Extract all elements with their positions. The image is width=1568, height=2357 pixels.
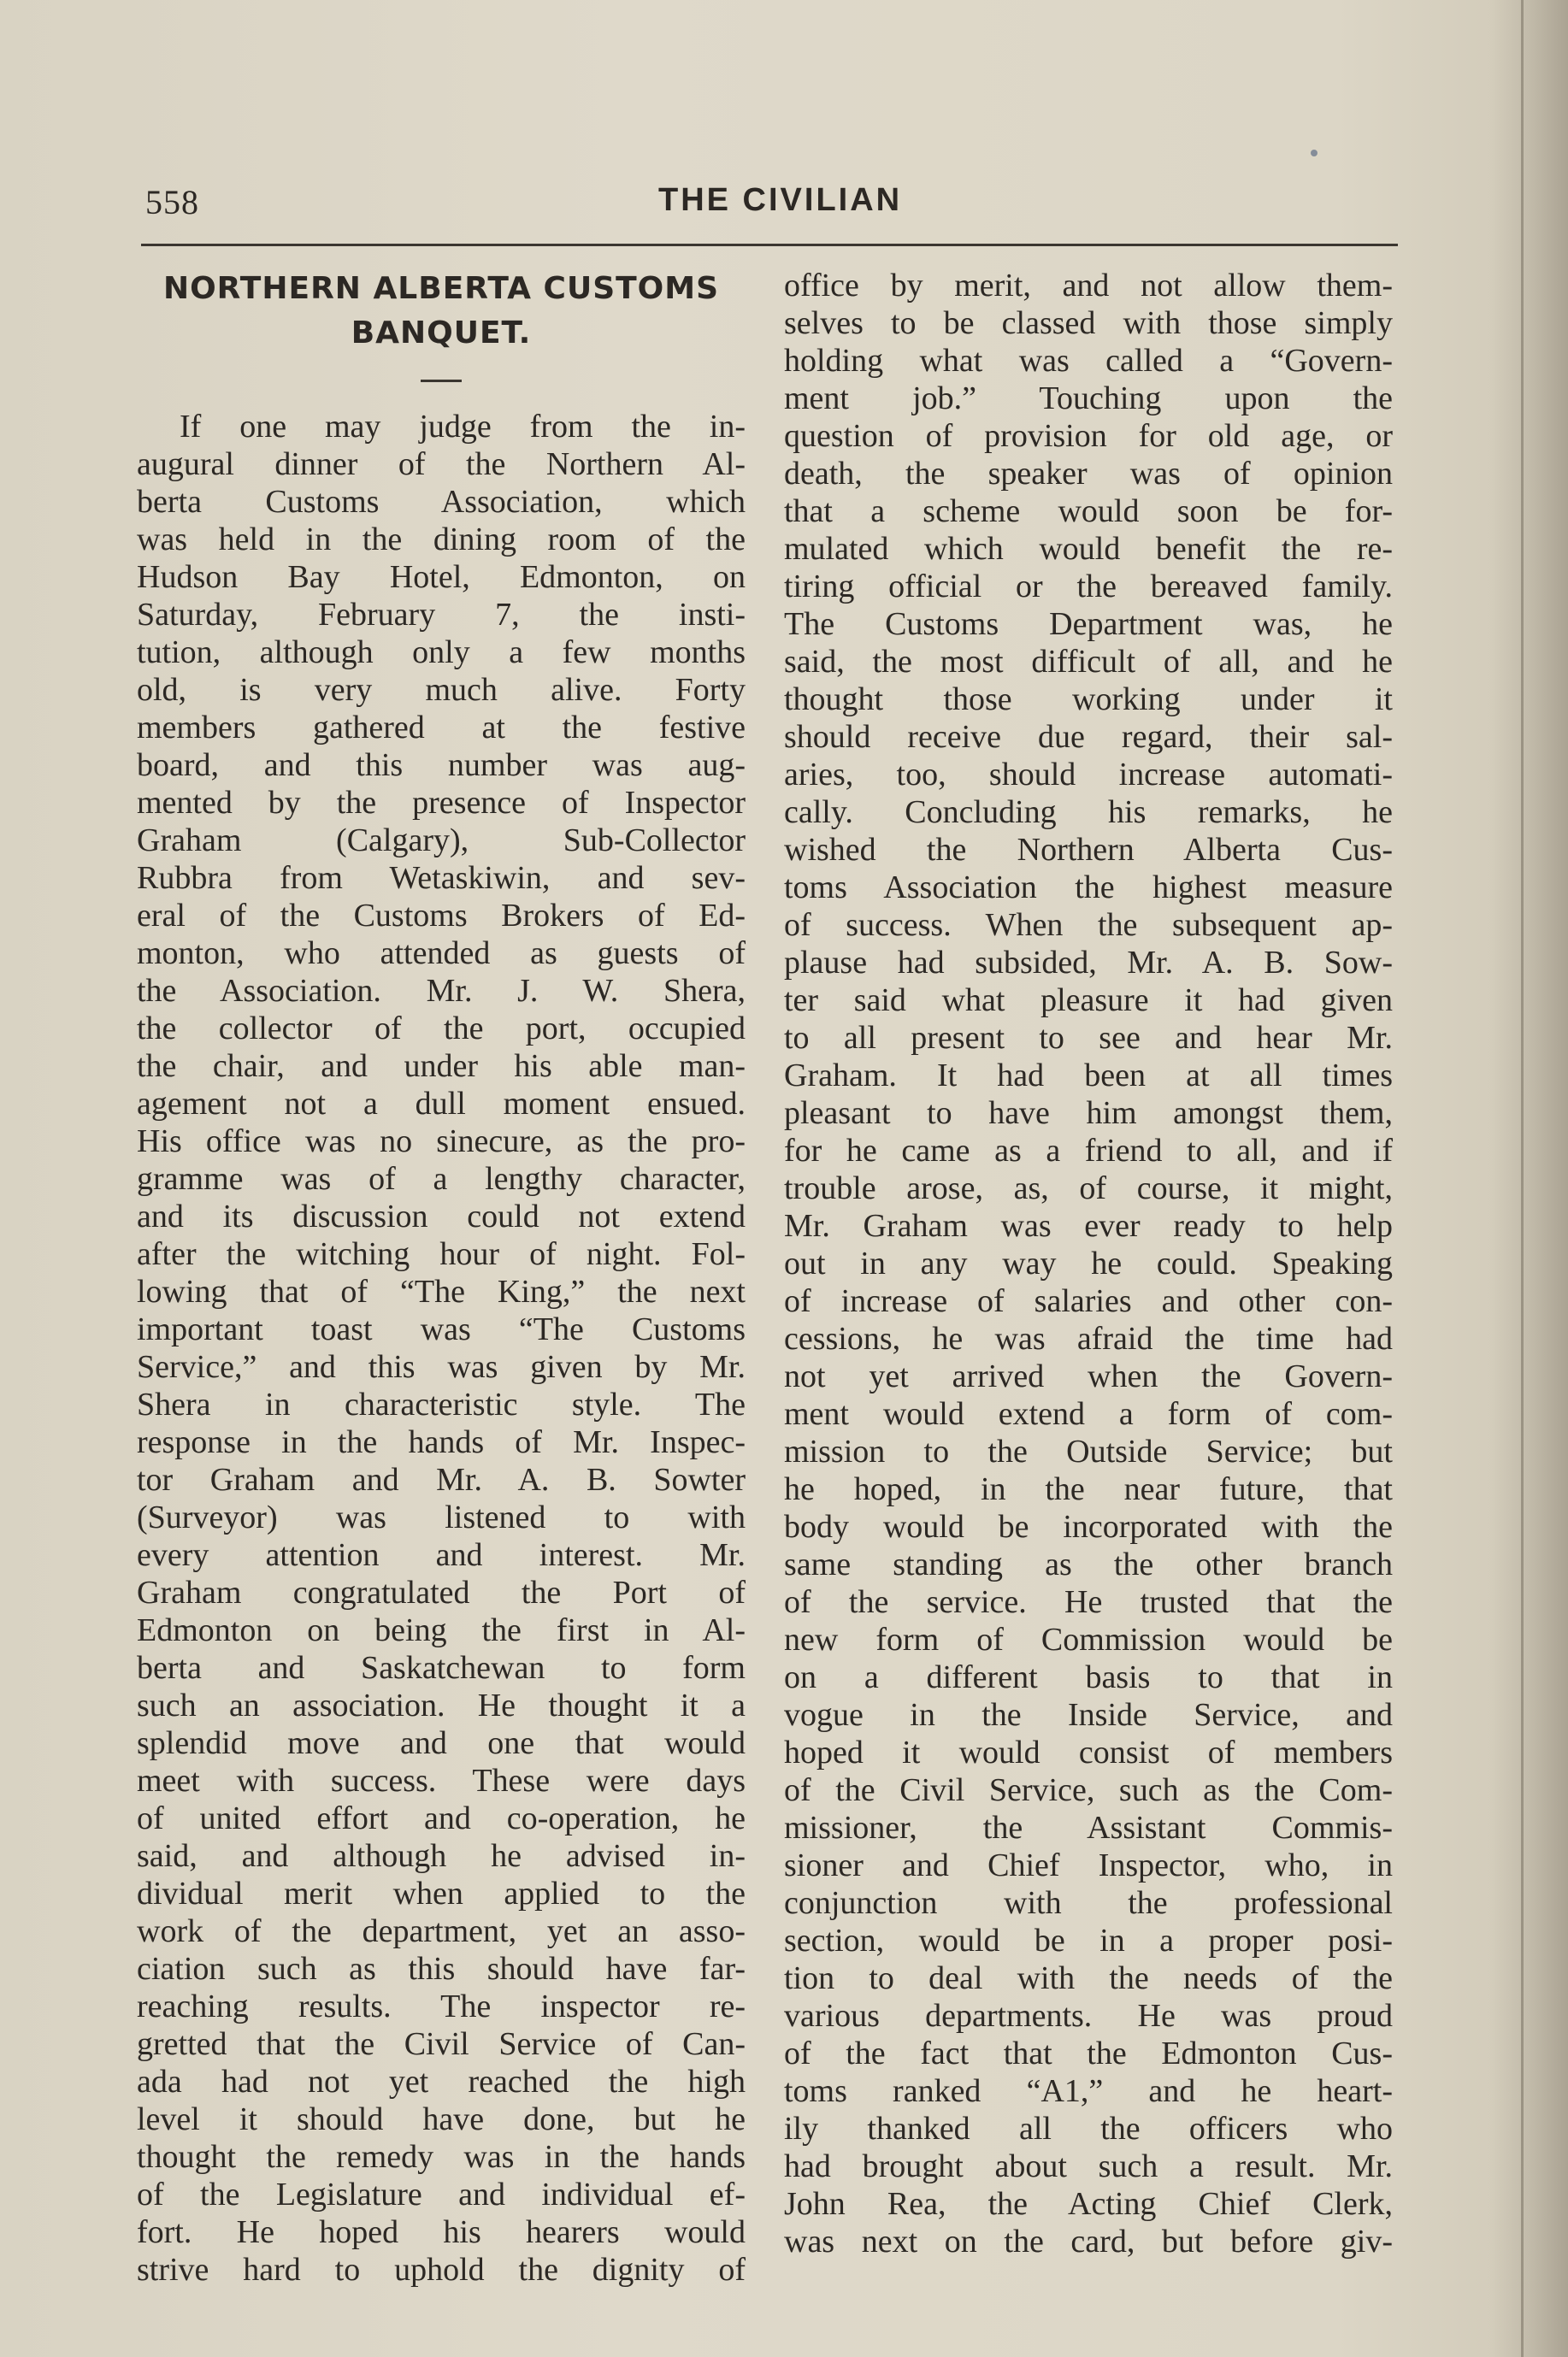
- text-line: toms ranked “A1,” and he heart-: [784, 2073, 1393, 2109]
- text-line: pleasant to have him amongst them,: [784, 1095, 1393, 1131]
- text-line: office by merit, and not allow them-: [784, 268, 1393, 303]
- headline-line: NORTHERN ALBERTA CUSTOMS: [162, 271, 720, 306]
- text-line: ment job.” Touching upon the: [784, 380, 1393, 416]
- right-column-text: [784, 267, 1393, 2260]
- binding-shadow: [1491, 0, 1568, 2357]
- journal-title: THE CIVILIAN: [658, 182, 903, 218]
- text-line: ment would extend a form of com-: [784, 1396, 1393, 1432]
- text-line: such an association. He thought it a: [137, 1688, 746, 1724]
- text-line: after the witching hour of night. Fol-: [137, 1236, 746, 1272]
- text-line: sioner and Chief Inspector, who, in: [784, 1847, 1393, 1883]
- text-line: tution, although only a few months: [137, 634, 746, 670]
- text-line: ciation such as this should have far-: [137, 1951, 746, 1987]
- text-line: conjunction with the professional: [784, 1885, 1393, 1921]
- text-line: holding what was called a “Govern-: [784, 343, 1393, 379]
- left-column-text: [137, 408, 746, 2289]
- text-line: every attention and interest. Mr.: [137, 1537, 746, 1573]
- text-line: the chair, and under his able man-: [137, 1048, 746, 1084]
- text-line: he hoped, in the near future, that: [784, 1471, 1393, 1507]
- right-column: [784, 267, 1393, 2260]
- text-line: Graham (Calgary), Sub-Collector: [137, 822, 746, 858]
- text-line: that a scheme would soon be for-: [784, 493, 1393, 529]
- text-line: plause had subsided, Mr. A. B. Sow-: [784, 945, 1393, 981]
- text-line: was held in the dining room of the: [137, 521, 746, 557]
- text-line: cally. Concluding his remarks, he: [784, 794, 1393, 830]
- text-line: response in the hands of Mr. Inspec-: [137, 1424, 746, 1460]
- text-line: dividual merit when applied to the: [137, 1876, 746, 1912]
- ink-speck: [1311, 150, 1317, 156]
- article-headline: [137, 267, 746, 356]
- text-line: If one may judge from the in-: [180, 409, 746, 445]
- text-line: splendid move and one that would: [137, 1725, 746, 1761]
- binding-edge: [1521, 0, 1524, 2357]
- text-line: aries, too, should increase automati-: [784, 757, 1393, 793]
- text-line: mission to the Outside Service; but: [784, 1434, 1393, 1470]
- text-line: old, is very much alive. Forty: [137, 672, 746, 708]
- text-line: Mr. Graham was ever ready to help: [784, 1208, 1393, 1244]
- text-line: level it should have done, but he: [137, 2101, 746, 2137]
- text-line: the collector of the port, occupied: [137, 1011, 746, 1046]
- text-line: of the Civil Service, such as the Com-: [784, 1772, 1393, 1808]
- text-line: of the fact that the Edmonton Cus-: [784, 2036, 1393, 2071]
- text-line: ter said what pleasure it had given: [784, 982, 1393, 1018]
- text-line: John Rea, the Acting Chief Clerk,: [784, 2186, 1393, 2222]
- text-line: mented by the presence of Inspector: [137, 785, 746, 821]
- text-line: Graham. It had been at all times: [784, 1058, 1393, 1093]
- text-line: strive hard to uphold the dignity of: [137, 2252, 746, 2288]
- text-line: work of the department, yet an asso-: [137, 1913, 746, 1949]
- text-line: and its discussion could not extend: [137, 1199, 746, 1234]
- text-line: various departments. He was proud: [784, 1998, 1393, 2034]
- text-line: of increase of salaries and other con-: [784, 1283, 1393, 1319]
- text-line: missioner, the Assistant Commis-: [784, 1810, 1393, 1846]
- headline-divider: [421, 380, 462, 382]
- text-line: Saturday, February 7, the insti-: [137, 597, 746, 633]
- text-line: trouble arose, as, of course, it might,: [784, 1170, 1393, 1206]
- text-line: eral of the Customs Brokers of Ed-: [137, 898, 746, 934]
- text-line: important toast was “The Customs: [137, 1311, 746, 1347]
- text-line: gretted that the Civil Service of Can-: [137, 2026, 746, 2062]
- text-line: cessions, he was afraid the time had: [784, 1321, 1393, 1357]
- text-line: thought those working under it: [784, 681, 1393, 717]
- left-column: [137, 267, 746, 2289]
- text-line: reaching results. The inspector re-: [137, 1989, 746, 2024]
- text-line: not yet arrived when the Govern-: [784, 1358, 1393, 1394]
- text-line: for he came as a friend to all, and if: [784, 1133, 1393, 1169]
- headline-line: BANQUET.: [351, 315, 532, 351]
- text-line: mulated which would benefit the re-: [784, 531, 1393, 567]
- text-line: should receive due regard, their sal-: [784, 719, 1393, 755]
- text-line: Hudson Bay Hotel, Edmonton, on: [137, 559, 746, 595]
- text-line: to all present to see and hear Mr.: [784, 1020, 1393, 1056]
- text-line: of the service. He trusted that the: [784, 1584, 1393, 1620]
- text-line: fort. He hoped his hearers would: [137, 2214, 746, 2250]
- text-line: Service,” and this was given by Mr.: [137, 1349, 746, 1385]
- text-line: tion to deal with the needs of the: [784, 1960, 1393, 1996]
- text-line: Edmonton on being the first in Al-: [137, 1612, 746, 1648]
- text-line: toms Association the highest measure: [784, 869, 1393, 905]
- text-line: hoped it would consist of members: [784, 1735, 1393, 1771]
- text-line: section, would be in a proper posi-: [784, 1923, 1393, 1959]
- text-line: the Association. Mr. J. W. Shera,: [137, 973, 746, 1009]
- text-line: berta and Saskatchewan to form: [137, 1650, 746, 1686]
- text-line: meet with success. These were days: [137, 1763, 746, 1799]
- text-line: wished the Northern Alberta Cus-: [784, 832, 1393, 868]
- text-line: vogue in the Inside Service, and: [784, 1697, 1393, 1733]
- text-line: monton, who attended as guests of: [137, 935, 746, 971]
- text-line: members gathered at the festive: [137, 710, 746, 745]
- text-line: board, and this number was aug-: [137, 747, 746, 783]
- text-line: new form of Commission would be: [784, 1622, 1393, 1658]
- text-line: had brought about such a result. Mr.: [784, 2148, 1393, 2184]
- text-line: ada had not yet reached the high: [137, 2064, 746, 2100]
- text-line: said, the most difficult of all, and he: [784, 644, 1393, 680]
- text-line: augural dinner of the Northern Al-: [137, 446, 746, 482]
- text-line: of united effort and co-operation, he: [137, 1800, 746, 1836]
- running-header: [141, 182, 1398, 233]
- text-line: Graham congratulated the Port of: [137, 1575, 746, 1611]
- text-line: was next on the card, but before giv-: [784, 2224, 1393, 2260]
- text-line: out in any way he could. Speaking: [784, 1246, 1393, 1282]
- text-line: lowing that of “The King,” the next: [137, 1274, 746, 1310]
- text-line: tor Graham and Mr. A. B. Sowter: [137, 1462, 746, 1498]
- text-line: selves to be classed with those simply: [784, 305, 1393, 341]
- text-line: of the Legislature and individual ef-: [137, 2177, 746, 2213]
- text-line: The Customs Department was, he: [784, 606, 1393, 642]
- text-line: His office was no sinecure, as the pro-: [137, 1123, 746, 1159]
- page-number: 558: [145, 183, 199, 221]
- text-line: berta Customs Association, which: [137, 484, 746, 520]
- text-line: question of provision for old age, or: [784, 418, 1393, 454]
- text-line: gramme was of a lengthy character,: [137, 1161, 746, 1197]
- text-line: ily thanked all the officers who: [784, 2111, 1393, 2147]
- text-line: thought the remedy was in the hands: [137, 2139, 746, 2175]
- header-rule: [141, 244, 1398, 246]
- text-line: Shera in characteristic style. The: [137, 1387, 746, 1423]
- text-line: Rubbra from Wetaskiwin, and sev-: [137, 860, 746, 896]
- text-line: same standing as the other branch: [784, 1547, 1393, 1582]
- text-line: body would be incorporated with the: [784, 1509, 1393, 1545]
- text-line: tiring official or the bereaved family.: [784, 569, 1393, 604]
- text-line: on a different basis to that in: [784, 1659, 1393, 1695]
- text-line: (Surveyor) was listened to with: [137, 1500, 746, 1535]
- text-line: agement not a dull moment ensued.: [137, 1086, 746, 1122]
- text-line: said, and although he advised in-: [137, 1838, 746, 1874]
- text-line: death, the speaker was of opinion: [784, 456, 1393, 492]
- text-line: of success. When the subsequent ap-: [784, 907, 1393, 943]
